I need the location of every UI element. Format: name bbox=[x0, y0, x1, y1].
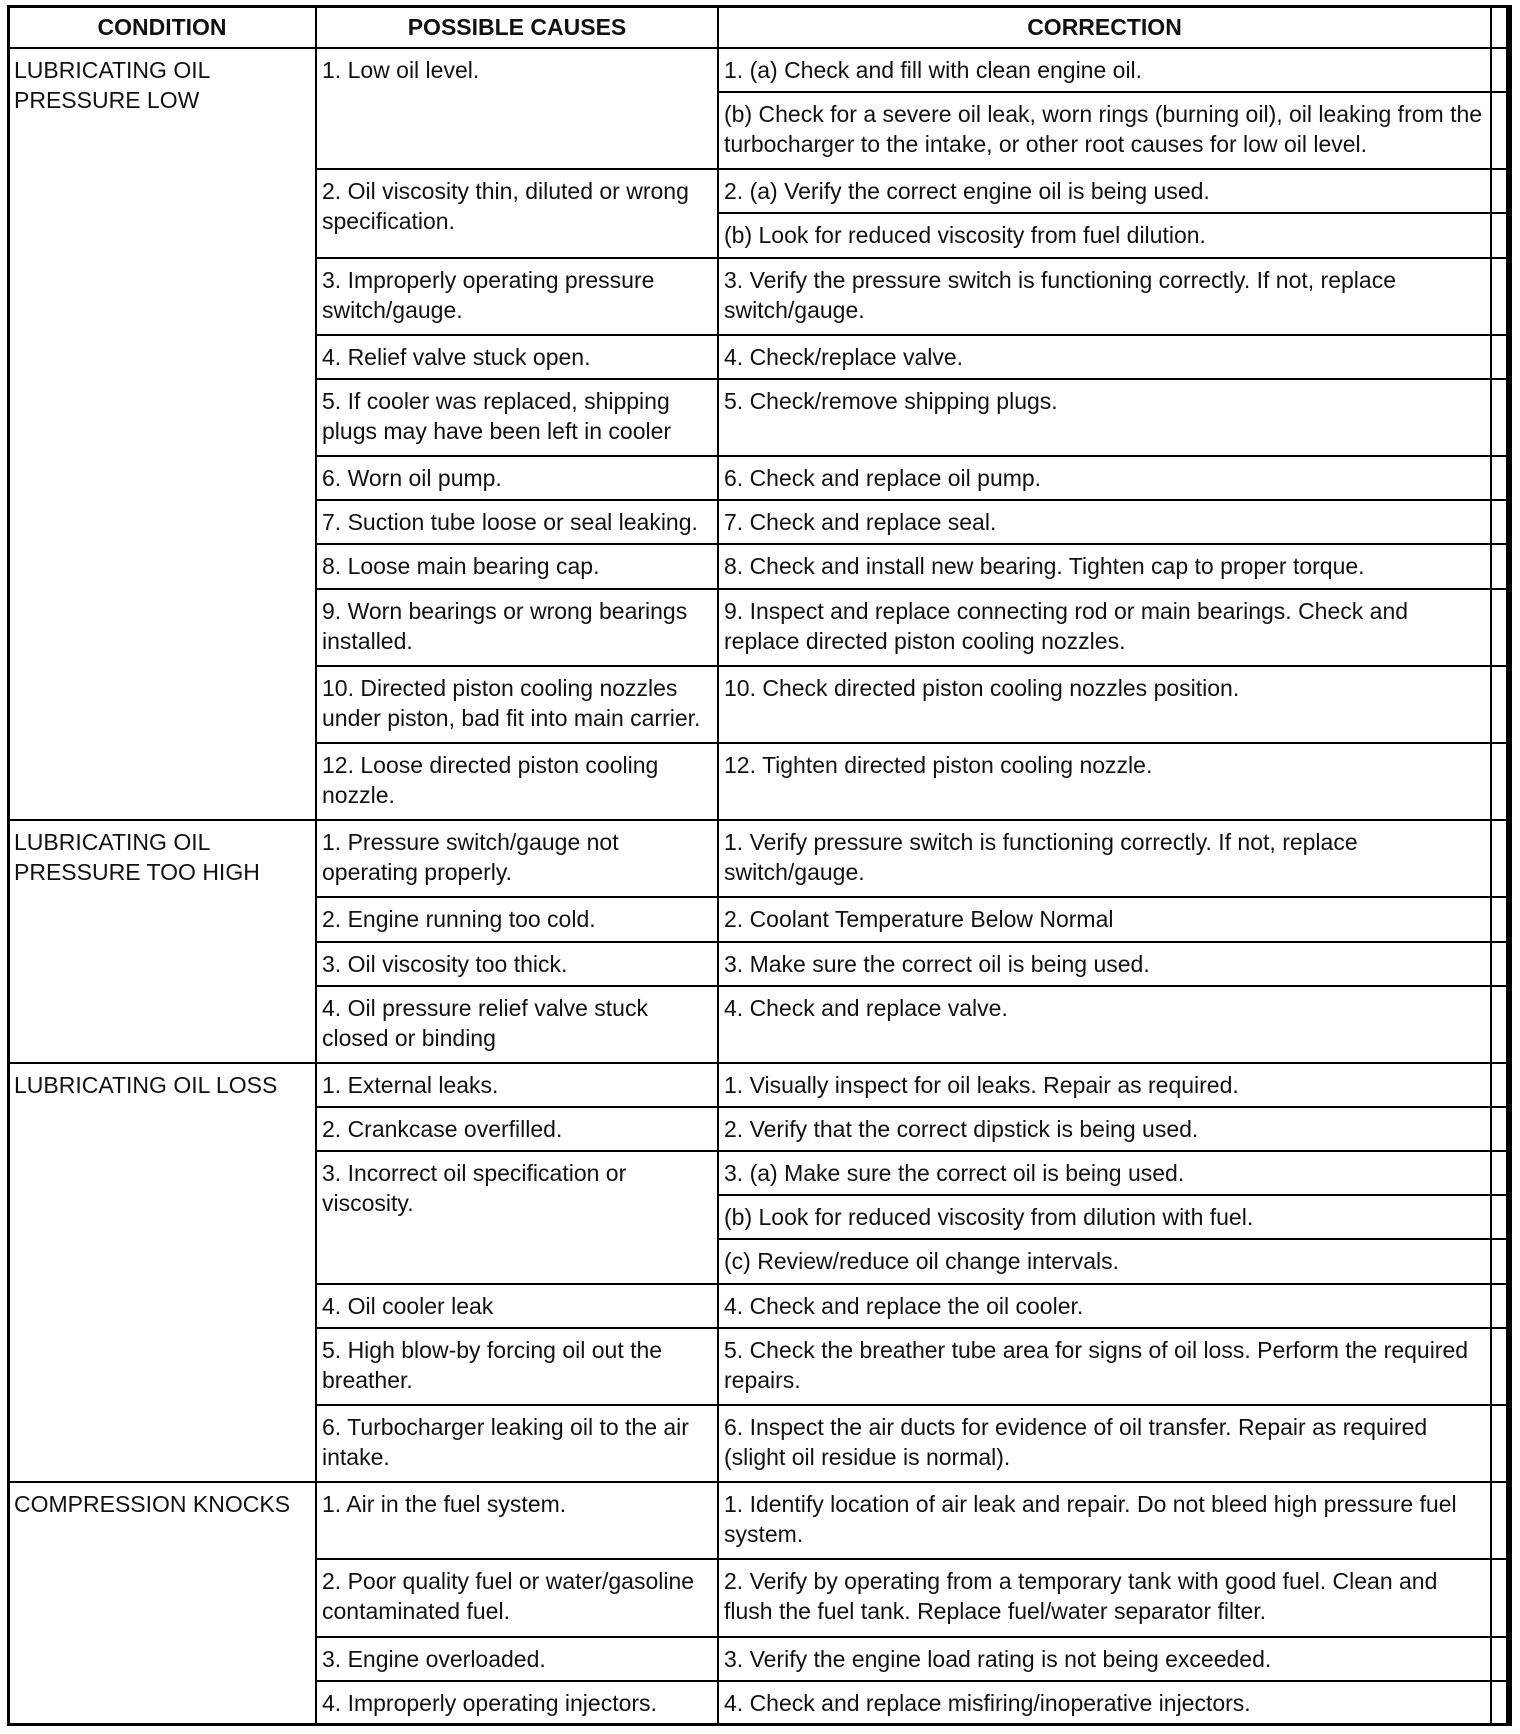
cause-cell: 1. Air in the fuel system. bbox=[316, 1482, 718, 1559]
correction-cell: 1. Visually inspect for oil leaks. Repair as required. bbox=[718, 1063, 1491, 1107]
correction-cell: 2. Verify by operating from a temporary tank with good fuel. Clean and flush the fuel tank. Replace fuel/water separator filter. bbox=[718, 1559, 1491, 1636]
cause-cell: 2. Crankcase overfilled. bbox=[316, 1107, 718, 1151]
correction-cell: 2. Verify that the correct dipstick is being used. bbox=[718, 1107, 1491, 1151]
condition-cell: LUBRICATING OIL PRESSURE LOW bbox=[8, 48, 316, 820]
cause-cell: 8. Loose main bearing cap. bbox=[316, 544, 718, 588]
cause-cell: 2. Oil viscosity thin, diluted or wrong specification. bbox=[316, 169, 718, 257]
cause-cell: 5. If cooler was replaced, shipping plugs may have been left in cooler bbox=[316, 379, 718, 456]
troubleshooting-table bbox=[7, 5, 1512, 1726]
correction-cell: 6. Check and replace oil pump. bbox=[718, 456, 1491, 500]
correction-cell: 7. Check and replace seal. bbox=[718, 500, 1491, 544]
correction-cell: 4. Check and replace the oil cooler. bbox=[718, 1284, 1491, 1328]
correction-cell: 4. Check and replace valve. bbox=[718, 986, 1491, 1063]
correction-cell: 3. Verify the engine load rating is not being exceeded. bbox=[718, 1637, 1491, 1681]
correction-cell: 4. Check/replace valve. bbox=[718, 335, 1491, 379]
correction-cell: 1. (a) Check and fill with clean engine oil. bbox=[718, 48, 1491, 92]
cause-cell: 4. Oil cooler leak bbox=[316, 1284, 718, 1328]
correction-cell: 2. Coolant Temperature Below Normal bbox=[718, 897, 1491, 941]
cause-cell: 3. Improperly operating pressure switch/gauge. bbox=[316, 258, 718, 335]
table-row bbox=[8, 1482, 1511, 1559]
correction-cell: 12. Tighten directed piston cooling nozzle. bbox=[718, 743, 1491, 820]
cause-cell: 2. Engine running too cold. bbox=[316, 897, 718, 941]
correction-cell: (c) Review/reduce oil change intervals. bbox=[718, 1239, 1491, 1283]
correction-cell: 8. Check and install new bearing. Tighten cap to proper torque. bbox=[718, 544, 1491, 588]
cause-cell: 2. Poor quality fuel or water/gasoline contaminated fuel. bbox=[316, 1559, 718, 1636]
table-row bbox=[8, 820, 1511, 897]
cause-cell: 3. Oil viscosity too thick. bbox=[316, 942, 718, 986]
cause-cell: 4. Relief valve stuck open. bbox=[316, 335, 718, 379]
correction-cell: 1. Identify location of air leak and repair. Do not bleed high pressure fuel system. bbox=[718, 1482, 1491, 1559]
cause-cell: 10. Directed piston cooling nozzles under piston, bad fit into main carrier. bbox=[316, 666, 718, 743]
cause-cell: 3. Incorrect oil specification or viscosity. bbox=[316, 1151, 718, 1283]
outer-border-top bbox=[7, 5, 1510, 8]
condition-cell: COMPRESSION KNOCKS bbox=[8, 1482, 316, 1725]
correction-cell: 3. Verify the pressure switch is functioning correctly. If not, replace switch/gauge. bbox=[718, 258, 1491, 335]
table-row bbox=[8, 1063, 1511, 1107]
correction-cell: (b) Check for a severe oil leak, worn rings (burning oil), oil leaking from the turbocharger to the intake, or other root causes for low oil level. bbox=[718, 92, 1491, 169]
outer-border-bottom bbox=[7, 1723, 1510, 1726]
correction-cell: 2. (a) Verify the correct engine oil is being used. bbox=[718, 169, 1491, 213]
header-condition: CONDITION bbox=[8, 6, 316, 48]
table-header-row bbox=[8, 6, 1511, 48]
correction-cell: 3. (a) Make sure the correct oil is being used. bbox=[718, 1151, 1491, 1195]
cause-cell: 4. Improperly operating injectors. bbox=[316, 1681, 718, 1725]
cause-cell: 9. Worn bearings or wrong bearings installed. bbox=[316, 589, 718, 666]
cause-cell: 5. High blow-by forcing oil out the breather. bbox=[316, 1328, 718, 1405]
troubleshooting-page bbox=[7, 5, 1510, 1726]
outer-border-left bbox=[7, 5, 10, 1726]
correction-cell: 9. Inspect and replace connecting rod or main bearings. Check and replace directed piston cooling nozzles. bbox=[718, 589, 1491, 666]
correction-cell: 6. Inspect the air ducts for evidence of oil transfer. Repair as required (slight oil residue is normal). bbox=[718, 1405, 1491, 1482]
condition-cell: LUBRICATING OIL LOSS bbox=[8, 1063, 316, 1482]
cause-cell: 6. Worn oil pump. bbox=[316, 456, 718, 500]
correction-cell: 5. Check/remove shipping plugs. bbox=[718, 379, 1491, 456]
cause-cell: 4. Oil pressure relief valve stuck closed or binding bbox=[316, 986, 718, 1063]
correction-cell: 3. Make sure the correct oil is being used. bbox=[718, 942, 1491, 986]
correction-cell: (b) Look for reduced viscosity from dilution with fuel. bbox=[718, 1195, 1491, 1239]
outer-border-right bbox=[1506, 5, 1510, 1726]
correction-cell: 10. Check directed piston cooling nozzles position. bbox=[718, 666, 1491, 743]
cause-cell: 1. Pressure switch/gauge not operating properly. bbox=[316, 820, 718, 897]
cause-cell: 3. Engine overloaded. bbox=[316, 1637, 718, 1681]
cause-cell: 1. External leaks. bbox=[316, 1063, 718, 1107]
header-possible-causes: POSSIBLE CAUSES bbox=[316, 6, 718, 48]
correction-cell: 5. Check the breather tube area for signs of oil loss. Perform the required repairs. bbox=[718, 1328, 1491, 1405]
condition-cell: LUBRICATING OIL PRESSURE TOO HIGH bbox=[8, 820, 316, 1063]
correction-cell: 1. Verify pressure switch is functioning correctly. If not, replace switch/gauge. bbox=[718, 820, 1491, 897]
correction-cell: (b) Look for reduced viscosity from fuel dilution. bbox=[718, 213, 1491, 257]
cause-cell: 6. Turbocharger leaking oil to the air intake. bbox=[316, 1405, 718, 1482]
header-correction: CORRECTION bbox=[718, 6, 1491, 48]
cause-cell: 7. Suction tube loose or seal leaking. bbox=[316, 500, 718, 544]
table-row bbox=[8, 48, 1511, 92]
correction-cell: 4. Check and replace misfiring/inoperative injectors. bbox=[718, 1681, 1491, 1725]
cause-cell: 12. Loose directed piston cooling nozzle. bbox=[316, 743, 718, 820]
cause-cell: 1. Low oil level. bbox=[316, 48, 718, 169]
